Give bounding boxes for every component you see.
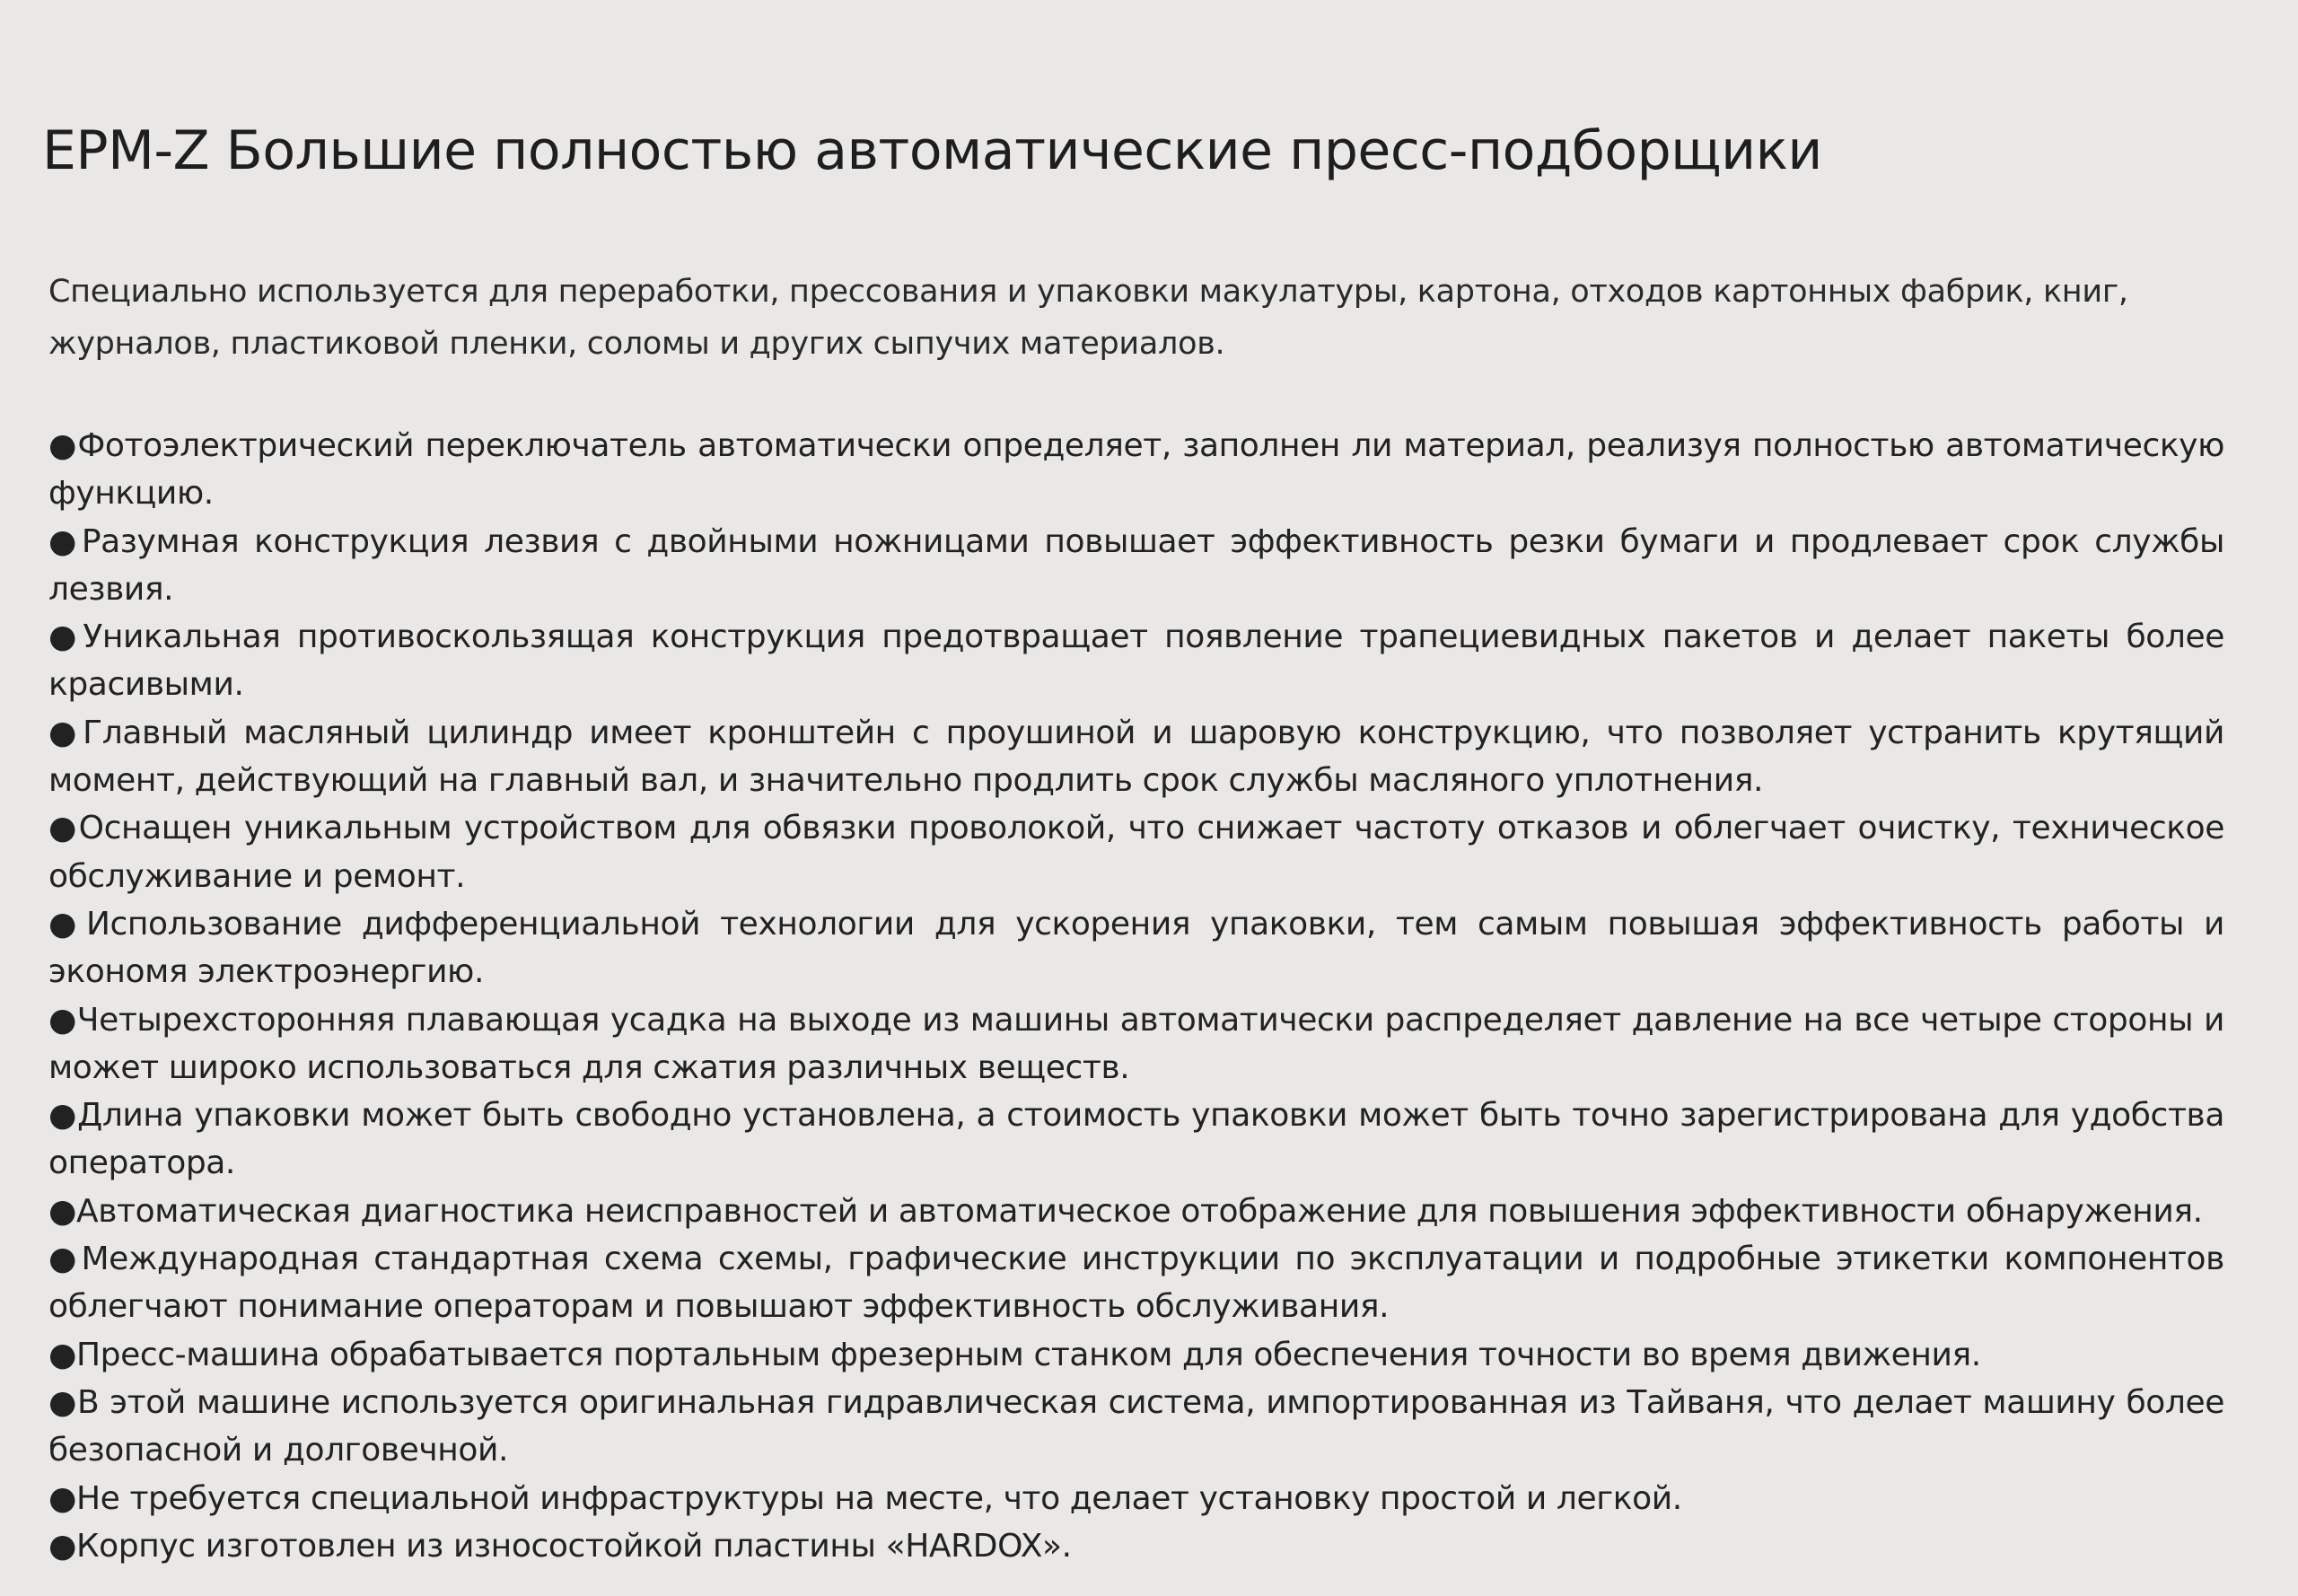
- feature-item-main-oil-cylinder: ●Главный масляный цилиндр имеет кронштейн с проушиной и шаровую конструкцию, что позволяет устранить крутящий момент, действующий на главный вал, и значительно продлить срок службы масляного уплотнения.: [48, 714, 2224, 800]
- feature-item-auto-fault-diagnosis: ●Автоматическая диагностика неисправностей и автоматическое отображение для повышения эффективности обнаружения.: [48, 1192, 2203, 1230]
- feature-item-anti-slip-design: ●Уникальная противоскользящая конструкция предотвращает появление трапециевидных пакетов и делает пакеты более красивыми.: [48, 618, 2224, 704]
- page-title: EPM-Z Большие полностью автоматические пресс-подборщики: [42, 119, 1822, 182]
- feature-item-no-special-infrastructure: ●Не требуется специальной инфраструктуры на месте, что делает установку простой и легкой.: [48, 1479, 1682, 1517]
- feature-item-four-side-floating-shrink: ●Четырехсторонняя плавающая усадка на выходе из машины автоматически распределяет давление на все четыре стороны и может широко использоваться для сжатия различных веществ.: [48, 1001, 2224, 1086]
- feature-item-differential-technology: ●Использование дифференциальной технологии для ускорения упаковки, тем самым повышая эффективность работы и экономя электроэнергию.: [48, 905, 2224, 991]
- feature-item-hardox-body: ●Корпус изготовлен из износостойкой пластины «HARDOX».: [48, 1527, 1072, 1565]
- feature-item-wire-tying-device: ●Оснащен уникальным устройством для обвязки проволокой, что снижает частоту отказов и облегчает очистку, техническое обслуживание и ремонт.: [48, 810, 2224, 895]
- feature-item-double-shear-blade: ●Разумная конструкция лезвия с двойными ножницами повышает эффективность резки бумаги и продлевает срок службы лезвия.: [48, 522, 2224, 608]
- feature-item-international-standard-circuit: ●Международная стандартная схема схемы, графические инструкции по эксплуатации и подробные этикетки компонентов облегчают понимание операторам и повышают эффективность обслуживания.: [48, 1241, 2224, 1326]
- feature-item-photoelectric-switch: ●Фотоэлектрический переключатель автоматически определяет, заполнен ли материал, реализуя полностью автоматическую функцию.: [48, 427, 2224, 513]
- intro-paragraph: Специально используется для переработки, прессования и упаковки макулатуры, картона, отходов картонных фабрик, книг, журналов, пластиковой пленки, соломы и других сыпучих материалов.: [48, 274, 2128, 362]
- feature-item-bale-length-setting: ●Длина упаковки может быть свободно установлена, а стоимость упаковки может быть точно зарегистрирована для удобства оператора.: [48, 1097, 2224, 1182]
- feature-list: [48, 422, 2224, 1570]
- feature-item-gantry-milling: ●Пресс-машина обрабатывается портальным фрезерным станком для обеспечения точности во время движения.: [48, 1336, 1981, 1373]
- feature-item-hydraulic-system: ●В этой машине используется оригинальная гидравлическая система, импортированная из Тайваня, что делает машину более безопасной и долговечной.: [48, 1383, 2224, 1469]
